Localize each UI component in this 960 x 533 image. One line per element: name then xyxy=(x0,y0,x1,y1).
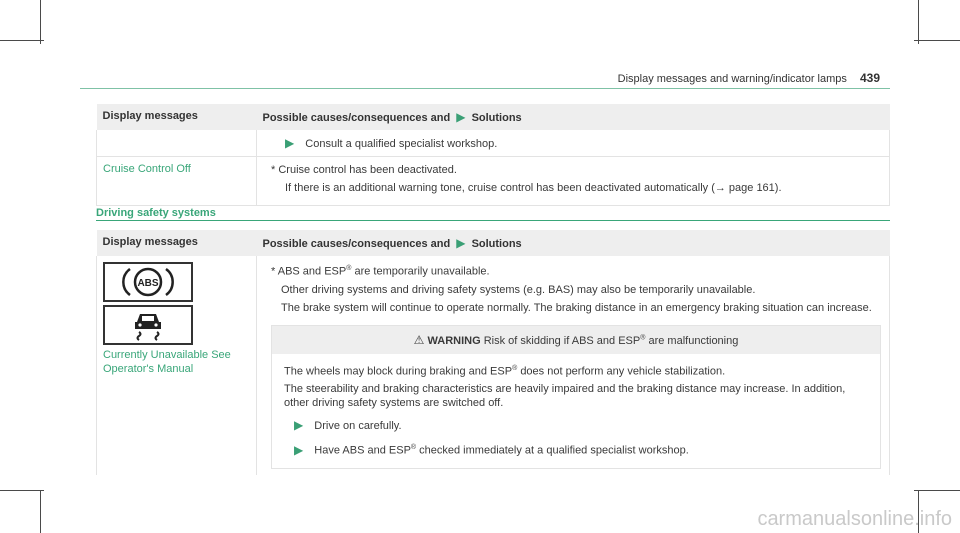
table-row: Cruise Control Off * Cruise control has been deactivated. If there is an additional warning tone, cruise control has been deactivated automatically (→ page 161). xyxy=(97,157,890,206)
warning-body: The wheels may block during braking and ESP® does not perform any vehicle stabilization. The steerability and braking characteristics are heavily impaired and the braking distance may increase. In addition, other driving safety systems are switched off. ▶ Drive on carefully. ▶ Have ABS and ESP® checked immediately at a qualified specialist workshop. xyxy=(272,354,880,468)
warning-icon: ⚠ xyxy=(413,332,425,347)
action-text: Drive on carefully. xyxy=(314,420,402,433)
crop-mark xyxy=(0,40,44,41)
cause-text: If there is an additional warning tone, cruise control has been deactivated automatically (→ page 161). xyxy=(285,182,782,194)
cause-text: Cruise control has been deactivated. xyxy=(278,164,457,176)
col-display-messages: Display messages xyxy=(102,236,198,248)
table-header xyxy=(97,230,890,256)
crop-mark xyxy=(40,490,41,533)
section-title: Driving safety systems xyxy=(96,207,216,219)
table-header xyxy=(97,104,890,130)
col-causes: Possible causes/consequences and ▶ Solutions xyxy=(262,236,522,250)
triangle-right-icon: ▶ xyxy=(285,136,295,150)
triangle-right-icon: ▶ xyxy=(456,236,466,250)
header-rule xyxy=(80,88,890,89)
warning-header: ⚠ WARNING Risk of skidding if ABS and ESP® are malfunctioning xyxy=(272,326,880,354)
col-display-messages: Display messages xyxy=(102,110,198,122)
action-text: Consult a qualified specialist workshop. xyxy=(305,138,498,150)
warning-text: The steerability and braking characteristics are heavily impaired and the braking distance may increase. In addition, other driving safety systems are switched off. xyxy=(284,383,846,410)
crop-mark xyxy=(40,0,41,44)
page-header xyxy=(618,71,880,85)
abs-warning-icon xyxy=(103,262,193,302)
cause-text: Other driving systems and driving safety systems (e.g. BAS) may also be temporarily unavailable. xyxy=(281,283,756,296)
cruise-table xyxy=(96,104,890,206)
table-row: ABS Currently Unavailable See Operator's Manual * ABS and ESP® are temporarily unavailable. Other driving systems and driving safety systems (e.g. BAS) may also be temporarily unavailable. The brake system will continue to operate normally. The braking distance in an emergency braking situation can increase. ⚠ WARNING Risk of skidding if ABS and ESP® are malfunctioning The wheels may block during braking and ESP® does not perform any vehicle stabilization. The steerability and braking characteristics are heavily impaired and the braking distance may increase. In addition, other driving safety systems are switched off. ▶ Drive on carefully. ▶ Have ABS and ESP® checked immediately at a qualified specialist workshop. xyxy=(97,256,890,475)
message-cruise-off: Cruise Control Off xyxy=(97,157,257,206)
table-row xyxy=(97,130,890,157)
triangle-right-icon: ▶ xyxy=(294,418,304,433)
abs-table xyxy=(96,230,890,475)
warning-box xyxy=(271,325,881,469)
triangle-right-icon: ▶ xyxy=(294,442,304,457)
watermark: carmanualsonline.info xyxy=(757,508,952,530)
page-number: 439 xyxy=(859,71,880,85)
message-abs-unavailable: Currently Unavailable See Operator's Manual xyxy=(103,349,231,375)
crop-mark xyxy=(914,40,960,41)
cause-text: The brake system will continue to operate normally. The braking distance in an emergency braking situation can increase. xyxy=(281,301,872,314)
header-title: Display messages and warning/indicator lamps xyxy=(617,73,847,85)
section-rule xyxy=(96,220,890,221)
crop-mark xyxy=(918,0,919,44)
abs-icon-label: ABS xyxy=(137,278,159,289)
col-causes: Possible causes/consequences and ▶ Solutions xyxy=(262,110,522,124)
crop-mark xyxy=(0,490,44,491)
triangle-right-icon: ▶ xyxy=(456,110,466,124)
crop-mark xyxy=(914,490,960,491)
skid-car-icon xyxy=(103,305,193,345)
warning-label: WARNING xyxy=(427,334,481,347)
